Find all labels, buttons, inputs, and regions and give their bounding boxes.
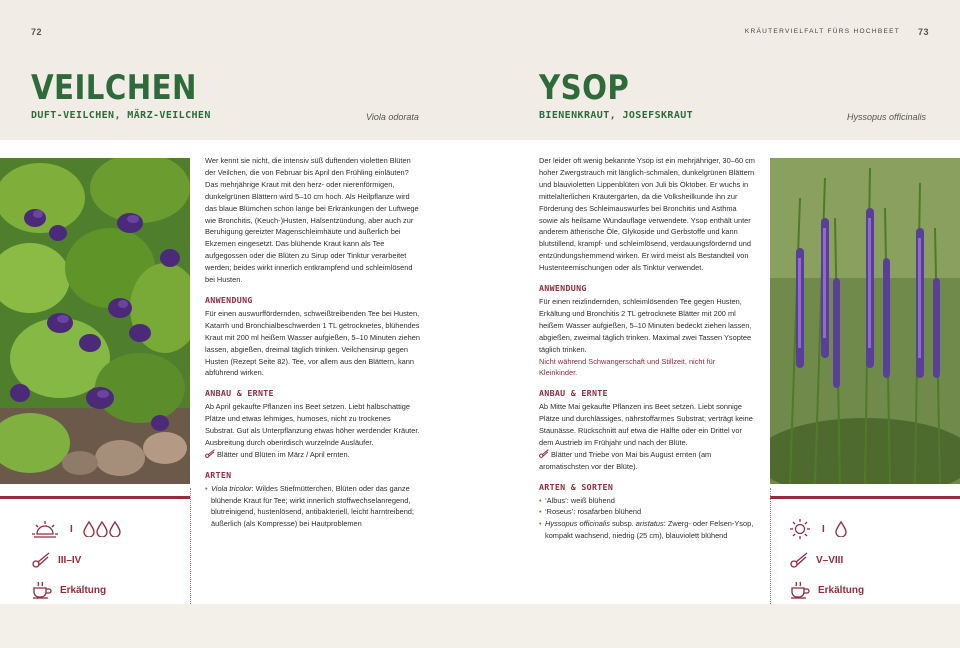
heading-anwendung-right: ANWENDUNG — [539, 283, 587, 294]
ernte-ysop: Blätter und Triebe von Mai bis August ernten (am aromatischsten vor der Blüte). — [539, 449, 712, 471]
hyssop-photo — [770, 158, 960, 484]
ernte-veilchen: Blätter und Blüten im März / April ernten. — [217, 449, 350, 459]
title-veilchen: VEILCHEN — [31, 68, 197, 108]
list-item: • ‘Albus’: weiß blühend — [539, 495, 755, 507]
anwendung-ysop: Für einen reizlindernden, schleimlösenden Tee gegen Husten, Erkältung und Bronchitis 2 TL getrocknete Blätter mit 200 ml heißem Wasser aufgießen, 5–10 Minuten bedeckt ziehen lassen, abgießen, zweimal täglich trinken. Maximal zwei Tassen Ysoptee täglich trinken. — [539, 296, 752, 354]
list-item: • ‘Roseus’: rosafarben blühend — [539, 506, 755, 518]
ailment-row-right — [790, 581, 864, 599]
warning-ysop: Nicht während Schwangerschaft und Stillzeit, nicht für Kleinkinder. — [539, 356, 716, 378]
title-ysop: YSOP — [539, 68, 630, 108]
sun-water-row-right — [790, 519, 855, 539]
ernte-row-veilchen — [205, 449, 421, 461]
running-head: KRÄUTERVIELFALT FÜRS HOCHBEET — [744, 28, 900, 35]
dotted-divider-left — [190, 488, 191, 604]
harvest-row-right — [790, 552, 843, 568]
list-item — [205, 483, 421, 531]
subtitle-veilchen: DUFT-VEILCHEN, MÄRZ-VEILCHEN — [31, 110, 211, 121]
heading-anwendung-left: ANWENDUNG — [205, 294, 253, 305]
ailment-right: Erkältung — [818, 584, 865, 596]
harvest-scissors-icon — [205, 449, 215, 458]
divider-line-right — [770, 496, 960, 499]
harvest-months-left: III–IV — [58, 554, 82, 566]
sorte3-rest: : Zwerg- oder Felsen-Ysop, kompakt wachsend, niedrig (25 cm), blauviolett blühend — [545, 519, 754, 541]
full-sun-icon — [790, 519, 810, 539]
anbau-veilchen: Ab April gekaufte Pflanzen ins Beet setzen. Liebt halbschattige Plätze und etwas lehmiges, humoses, nicht zu trockenes Substrat. Gut als Unterpflanzung etwas höher werdender Kräuter. Ausbreitung durch oberirdisch wurzelnde Ausläufer. — [205, 402, 420, 447]
sorte3-latin2: aristatus — [635, 519, 664, 529]
tea-cup-icon — [790, 581, 810, 599]
heading-arten-right: ARTEN & SORTEN — [539, 481, 614, 492]
page-number-left: 72 — [31, 27, 43, 37]
divider-line-left — [0, 496, 190, 499]
intro-ysop: Der leider oft wenig bekannte Ysop ist ein mehrjähriger, 30–60 cm hoher Zwergstrauch mit länglich-schmalen, dunkelgrünen Blättern und blauvioletten Lippenblüten von Juli bis Oktober. Er wuchs in mittelalterlichen Kräutergärten, da die Volksheilkunde ihn zur Förderung des Schleimauswurfes bei Bronchitis und Asthma sowie als heilsame Wundauflage verwendete. Ysop enthält unter anderem ätherische Öle, Glykoside und Gerbstoffe und kann blutstillend, krampf- und schleimlösend, verdauungsfördernd und entzündungshemmend wirken. Er wird meist als Bestandteil von Hustenteemischungen oder als Tinktur verwendet. — [539, 156, 755, 273]
harvest-row-left — [32, 552, 81, 568]
tea-cup-icon — [32, 581, 52, 599]
footer-band — [0, 604, 960, 648]
sun-water-row-left — [32, 519, 129, 539]
anwendung-veilchen: Für einen auswurffördernden, schweißtreibenden Tee bei Husten, Katarrh und Bronchialbeschwerden 1 TL getrocknetes, blühendes Kraut mit 200 ml heißem Wasser aufgießen, 5–10 Minuten ziehen lassen, abgießen, dreimal täglich trinken. Veilchensirup gegen Husten (Rezept Seite 82). Tee, vor allem aus den Blättern, kann abführend wirken. — [205, 308, 420, 378]
arten-list-veilchen — [205, 483, 421, 531]
harvest-scissors-icon — [790, 552, 808, 568]
intro-veilchen: Wer kennt sie nicht, die intensiv süß duftenden violetten Blüten der Veilchen, die von Februar bis April den Frühling einläuten? Das mehrjährige Kraut mit den herz- oder nierenförmigen, dunkelgrünen Blättern wird 5–10 cm hoch. Als Heilpflanze wird das blaue Blümchen schon lange bei Erkrankungen der Luftwege wie Bronchitis, (Keuch-)Husten, Halsentzündung, aber auch zur Beruhigung gereizter Magenschleimhäute und äußerlich bei Ekzemen eingesetzt. Das blühende Kraut kann als Tee aufgegossen oder die Blüten zu Sirup oder Tinktur verarbeitet werden; beides wirkt innerlich entkrampfend und schleimlösend bei Husten. — [205, 156, 419, 285]
water-drop-icon — [835, 521, 847, 537]
half-sun-icon — [32, 519, 58, 539]
page-number-right: 73 — [918, 27, 930, 37]
harvest-months-right: V–VIII — [816, 554, 844, 566]
text-column-veilchen — [205, 155, 421, 530]
latin-name-ysop: Hyssopus officinalis — [847, 112, 927, 122]
ernte-row-ysop — [539, 449, 755, 473]
violet-photo — [0, 158, 190, 484]
ailment-row-left — [32, 581, 106, 599]
subtitle-ysop: BIENENKRAUT, JOSEFSKRAUT — [539, 110, 694, 121]
sun-separator-right: I — [822, 523, 825, 535]
sorten-list-ysop — [539, 495, 755, 543]
heading-arten-left: ARTEN — [205, 469, 232, 480]
list-item — [539, 518, 755, 542]
heading-anbau-right: ANBAU & ERNTE — [539, 388, 608, 399]
text-column-ysop — [539, 155, 755, 542]
sun-separator-left: I — [70, 523, 73, 535]
harvest-scissors-icon — [32, 552, 50, 568]
arten-latin-veilchen: Viola tricolor — [211, 483, 252, 493]
ailment-left: Erkältung — [60, 584, 107, 596]
water-drops-icon — [83, 521, 121, 537]
dotted-divider-right — [770, 488, 771, 604]
arten-veilchen: : Wildes Stiefmütterchen, Blüten oder das ganze blühende Kraut für Tee; wirkt innerlich stoffwechselanregend, blutreinigend, hustenlösend, antibakteriell, leicht harntreibend; äußerlich (als Kompresse) bei Hautproblemen — [211, 483, 414, 529]
latin-name-veilchen: Viola odorata — [366, 112, 419, 122]
sorte3-mid: subsp. — [609, 519, 636, 529]
anbau-ysop: Ab Mitte Mai gekaufte Pflanzen ins Beet setzen. Liebt sonnige Plätze und durchlässiges, nährstoffarmes Substrat; verträgt keine Staunässe. Rückschnitt auf etwa die Hälfte oder ein Drittel vor dem Austrieb im Frühjahr und nach der Blüte. — [539, 402, 753, 447]
heading-anbau-left: ANBAU & ERNTE — [205, 388, 274, 399]
harvest-scissors-icon — [539, 449, 549, 458]
sorte3-latin: Hyssopus officinalis — [545, 519, 610, 529]
